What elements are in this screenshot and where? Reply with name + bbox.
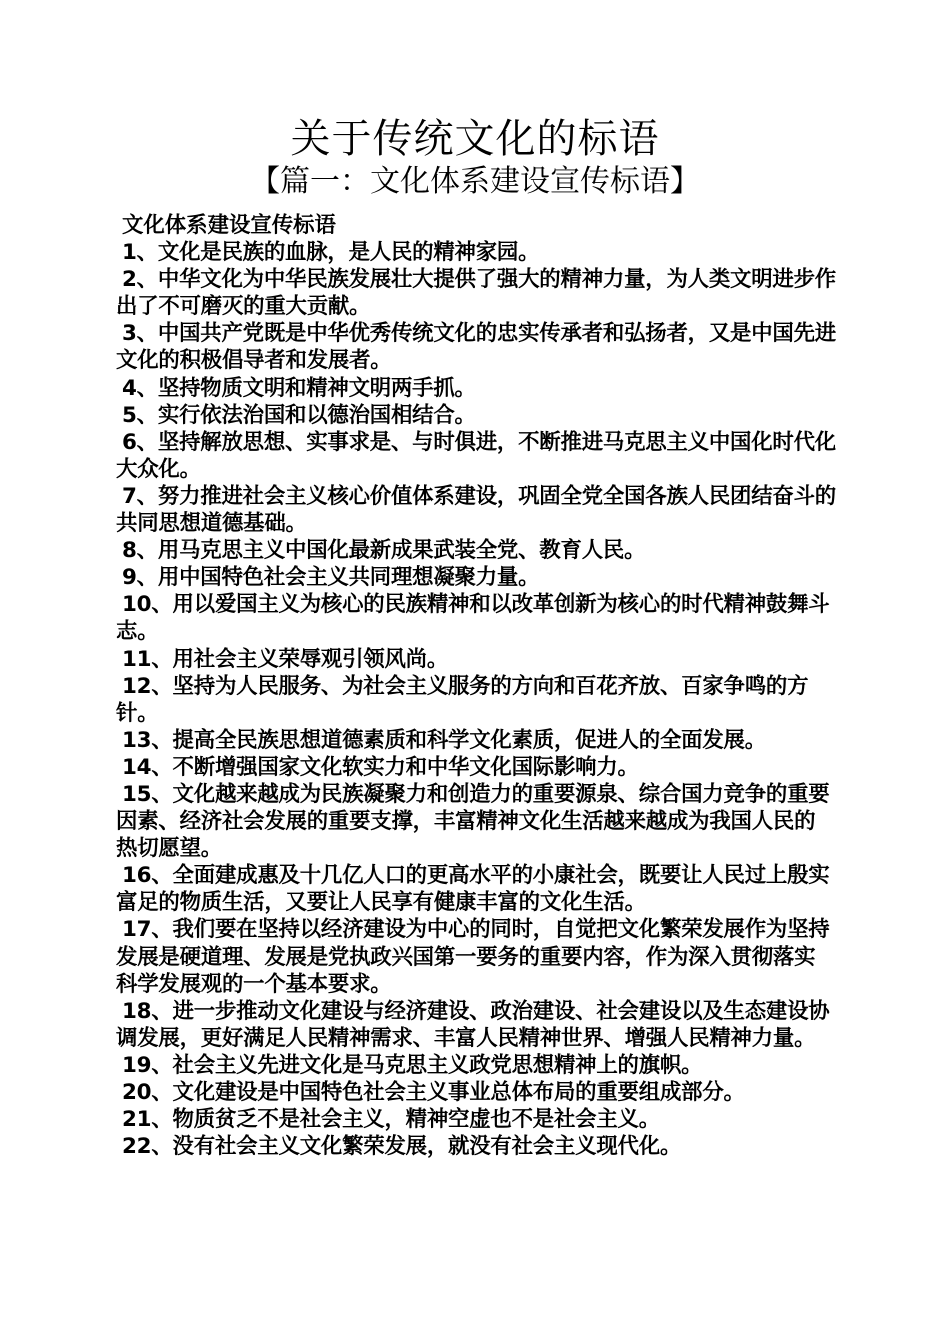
list-item: 6、坚持解放思想、实事求是、与时俱进，不断推进马克思主义中国化时代化大众化。 bbox=[116, 429, 836, 482]
list-item: 21、物质贫乏不是社会主义，精神空虚也不是社会主义。 bbox=[122, 1107, 660, 1133]
list-item: 11、用社会主义荣辱观引领风尚。 bbox=[122, 646, 449, 672]
list-item: 3、中国共产党既是中华优秀传统文化的忠实传承者和弘扬者，又是中国先进文化的积极倡导者和发展者。 bbox=[116, 321, 836, 374]
document-title: 关于传统文化的标语 bbox=[290, 116, 660, 162]
section-heading: 文化体系建设宣传标语 bbox=[122, 213, 336, 238]
list-item: 4、坚持物质文明和精神文明两手抓。 bbox=[122, 375, 476, 401]
list-item: 17、我们要在坚持以经济建设为中心的同时，自觉把文化繁荣发展作为坚持发展是硬道理、发展是党执政兴国第一要务的重要内容，作为深入贯彻落实科学发展观的一个基本要求。 bbox=[116, 917, 830, 997]
list-item: 1、文化是民族的血脉，是人民的精神家园。 bbox=[122, 240, 540, 266]
list-item: 19、社会主义先进文化是马克思主义政党思想精神上的旗帜。 bbox=[122, 1052, 703, 1078]
list-item: 9、用中国特色社会主义共同理想凝聚力量。 bbox=[122, 565, 540, 591]
list-item: 22、没有社会主义文化繁荣发展，就没有社会主义现代化。 bbox=[122, 1134, 682, 1160]
list-item: 14、不断增强国家文化软实力和中华文化国际影响力。 bbox=[122, 754, 639, 780]
list-item: 13、提高全民族思想道德素质和科学文化素质，促进人的全面发展。 bbox=[122, 727, 766, 753]
list-item: 5、实行依法治国和以德治国相结合。 bbox=[122, 402, 476, 428]
list-item: 12、坚持为人民服务、为社会主义服务的方向和百花齐放、百家争鸣的方针。 bbox=[116, 673, 809, 726]
list-item: 16、全面建成惠及十几亿人口的更高水平的小康社会，既要让人民过上殷实富足的物质生活，又要让人民享有健康丰富的文化生活。 bbox=[116, 863, 830, 916]
document-subtitle: 【篇一：文化体系建设宣传标语】 bbox=[250, 164, 700, 199]
list-item: 18、进一步推动文化建设与经济建设、政治建设、社会建设以及生态建设协调发展，更好满足人民精神需求、丰富人民精神世界、增强人民精神力量。 bbox=[116, 998, 830, 1051]
list-item: 15、文化越来越成为民族凝聚力和创造力的重要源泉、综合国力竞争的重要因素、经济社会发展的重要支撑，丰富精神文化生活越来越成为我国人民的热切愿望。 bbox=[116, 781, 830, 862]
list-item: 7、努力推进社会主义核心价值体系建设，巩固全党全国各族人民团结奋斗的共同思想道德基础。 bbox=[116, 483, 836, 537]
list-item: 8、用马克思主义中国化最新成果武装全党、教育人民。 bbox=[122, 538, 646, 564]
list-item: 2、中华文化为中华民族发展壮大提供了强大的精神力量，为人类文明进步作出了不可磨灭的重大贡献。 bbox=[116, 267, 836, 320]
document-body bbox=[116, 212, 836, 1160]
list-item: 10、用以爱国主义为核心的民族精神和以改革创新为核心的时代精神鼓舞斗志。 bbox=[116, 592, 830, 645]
list-item: 20、文化建设是中国特色社会主义事业总体布局的重要组成部分。 bbox=[122, 1080, 745, 1105]
